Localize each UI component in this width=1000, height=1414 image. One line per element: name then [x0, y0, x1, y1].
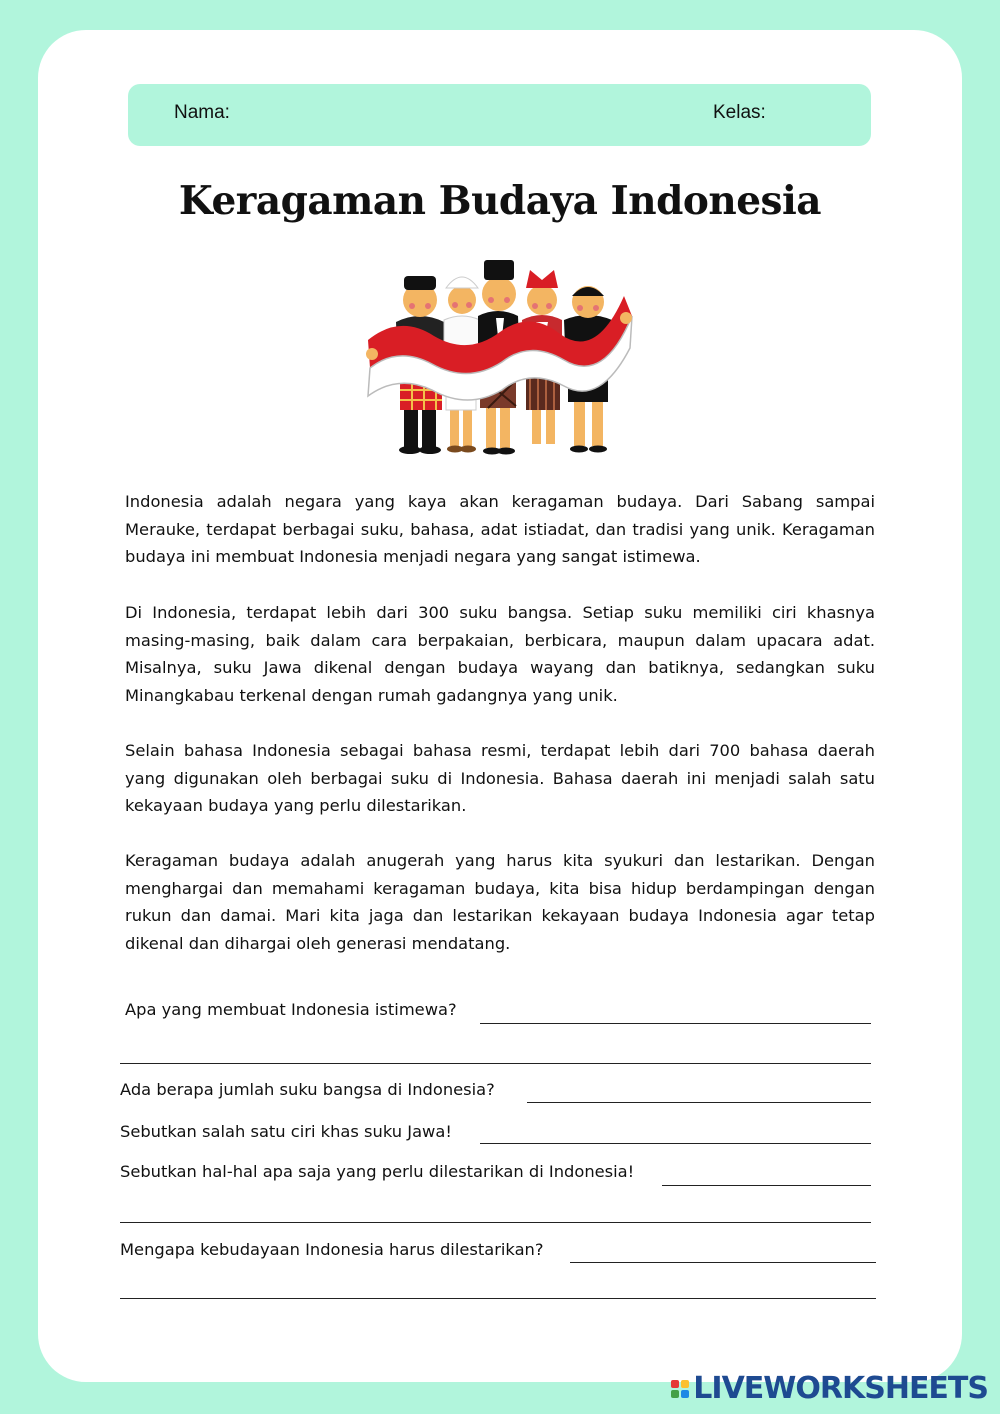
logo-text: LIVEWORKSHEETS [693, 1371, 988, 1406]
nama-label: Nama: [174, 102, 230, 123]
answer-line-1[interactable] [480, 1023, 871, 1024]
question-2: Ada berapa jumlah suku bangsa di Indonesia? [120, 1080, 495, 1099]
paragraph-1: Indonesia adalah negara yang kaya akan keragaman budaya. Dari Sabang sampai Merauke, terdapat berbagai suku, bahasa, adat istiadat, dan tradisi yang unik. Keragaman budaya ini membuat Indonesia menjadi negara yang sangat istimewa. [125, 492, 875, 567]
question-3: Sebutkan salah satu ciri khas suku Jawa! [120, 1122, 452, 1141]
logo-blocks-icon [671, 1380, 689, 1398]
kelas-label: Kelas: [713, 102, 766, 123]
people-holding-flag-illustration [360, 256, 640, 466]
paragraph-3: Selain bahasa Indonesia sebagai bahasa resmi, terdapat lebih dari 700 bahasa daerah yang digunakan oleh berbagai suku di Indonesia. Bahasa daerah ini menjadi salah satu kekayaan budaya yang perlu dilestarikan. [125, 741, 875, 816]
question-4: Sebutkan hal-hal apa saja yang perlu dilestarikan di Indonesia! [120, 1162, 635, 1181]
paragraph-2: Di Indonesia, terdapat lebih dari 300 suku bangsa. Setiap suku memiliki ciri khasnya masing-masing, baik dalam cara berpakaian, berbicara, maupun dalam upacara adat. Misalnya, suku Jawa dikenal dengan budaya wayang dan batiknya, sedangkan suku Minangkabau terkenal dengan rumah gadangnya yang unik. [125, 603, 875, 705]
answer-line-3[interactable] [480, 1143, 871, 1144]
answer-line-2[interactable] [527, 1102, 871, 1103]
answer-line-4b[interactable] [120, 1222, 871, 1223]
answer-line-1b[interactable] [120, 1063, 871, 1064]
question-5: Mengapa kebudayaan Indonesia harus dilestarikan? [120, 1240, 544, 1259]
paragraph-4: Keragaman budaya adalah anugerah yang harus kita syukuri dan lestarikan. Dengan menghargai dan memahami keragaman budaya, kita bisa hidup berdampingan dengan rukun dan damai. Mari kita jaga dan lestarikan kekayaan budaya Indonesia agar tetap dikenal dan dihargai oleh generasi mendatang. [125, 851, 875, 953]
answer-line-5[interactable] [570, 1262, 876, 1263]
page-title: Keragaman Budaya Indonesia [178, 178, 822, 224]
answer-line-5b[interactable] [120, 1298, 876, 1299]
liveworksheets-logo [671, 1371, 988, 1406]
question-1: Apa yang membuat Indonesia istimewa? [125, 1000, 457, 1019]
answer-line-4[interactable] [662, 1185, 871, 1186]
